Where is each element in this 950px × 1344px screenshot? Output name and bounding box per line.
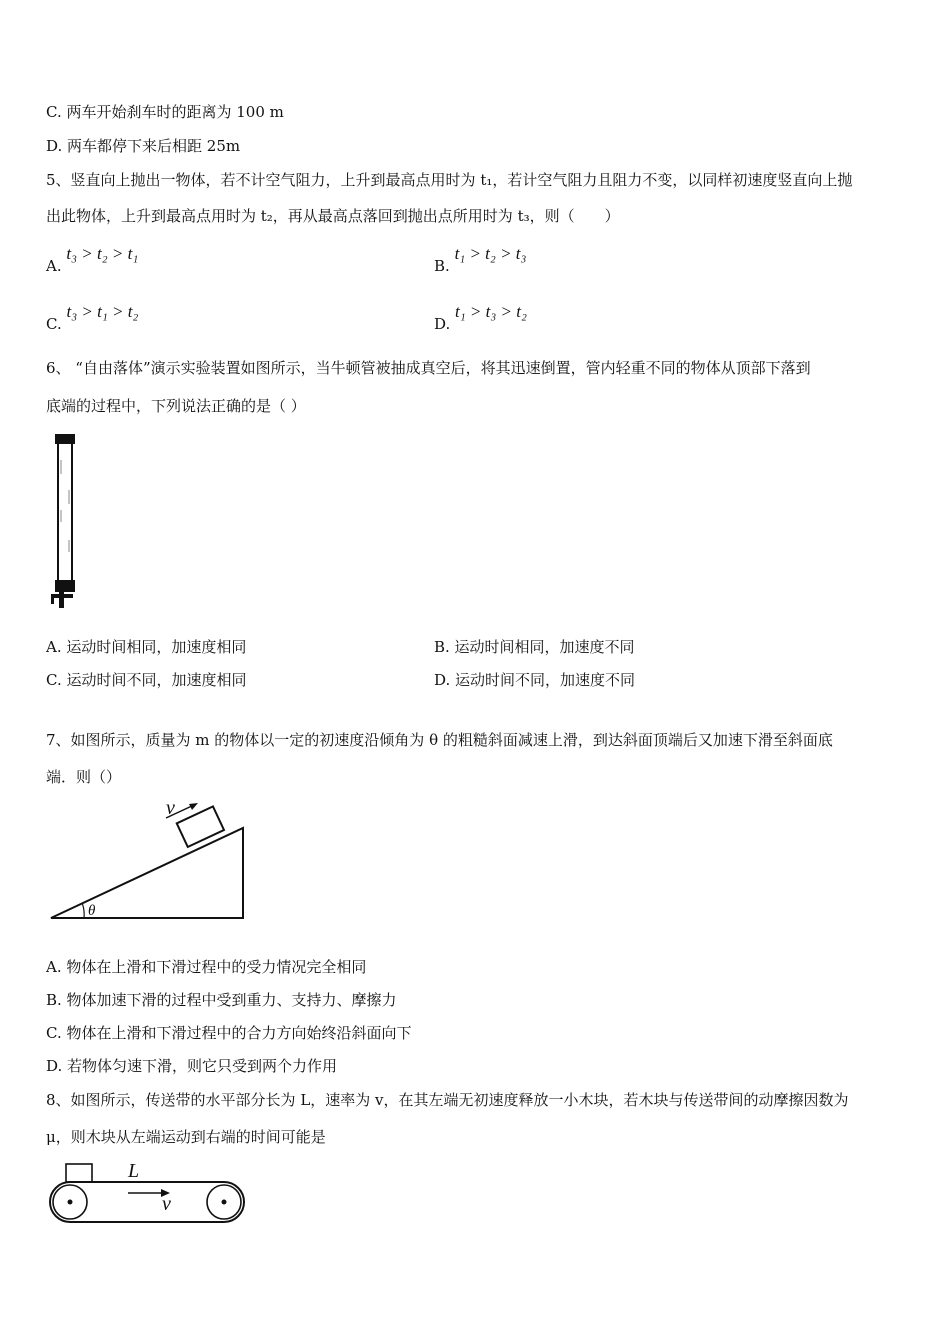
q4-option-d: D. 两车都停下来后相距 25m	[46, 137, 241, 155]
q7-option-b: B. 物体加速下滑的过程中受到重力、支持力、摩擦力	[46, 991, 397, 1009]
q6-option-d: D. 运动时间不同，加速度不同	[434, 671, 636, 689]
q8-stem-line2: μ，则木块从左端运动到右端的时间可能是	[46, 1128, 326, 1146]
q5-option-a-letter: A.	[46, 257, 62, 275]
q6-option-b: B. 运动时间相同，加速度不同	[434, 638, 635, 656]
q5-option-d	[434, 302, 527, 333]
q5-option-c	[46, 302, 139, 333]
conveyor-L-label: L	[128, 1160, 140, 1182]
q5-option-c-expr: t₃ > t₁ > t₂	[66, 302, 139, 321]
q5-option-d-expr: t₁ > t₃ > t₂	[455, 302, 527, 321]
conveyor-v-label: v	[162, 1193, 171, 1215]
conveyor-belt-figure	[46, 1160, 250, 1226]
q7-option-c: C. 物体在上滑和下滑过程中的合力方向始终沿斜面向下	[46, 1024, 412, 1042]
q5-option-d-letter: D.	[434, 315, 451, 333]
q6-stem-line1: 6、 “自由落体”演示实验装置如图所示，当牛顿管被抽成真空后，将其迅速倒置，管内轻重不同的物体从顶部下落到	[46, 359, 811, 377]
incline-v-label: v	[166, 797, 175, 819]
q5-stem-line1: 5、竖直向上抛出一物体，若不计空气阻力，上升到最高点用时为 t₁，若计空气阻力且阻力不变，以同样初速度竖直向上抛	[46, 171, 853, 189]
q6-option-a: A. 运动时间相同，加速度相同	[46, 638, 247, 656]
q5-option-a	[46, 244, 139, 275]
q7-option-d: D. 若物体匀速下滑，则它只受到两个力作用	[46, 1057, 338, 1075]
q7-stem-line2: 端．则（）	[46, 768, 122, 786]
incline-theta-label: θ	[88, 903, 96, 919]
q5-option-b	[434, 244, 527, 275]
q5-option-b-expr: t₁ > t₂ > t₃	[454, 244, 527, 263]
newton-tube-figure	[46, 430, 82, 612]
q6-option-c: C. 运动时间不同，加速度相同	[46, 671, 247, 689]
q7-option-a: A. 物体在上滑和下滑过程中的受力情况完全相同	[46, 958, 367, 976]
q5-option-a-expr: t₃ > t₂ > t₁	[66, 244, 139, 263]
q4-option-c: C. 两车开始刹车时的距离为 100 m	[46, 103, 284, 121]
q8-stem-line1: 8、如图所示，传送带的水平部分长为 L，速率为 v，在其左端无初速度释放一小木块，若木块与传送带间的动摩擦因数为	[46, 1091, 849, 1109]
q6-stem-line2: 底端的过程中，下列说法正确的是（ ）	[46, 397, 306, 415]
q5-stem-line2: 出此物体，上升到最高点用时为 t₂，再从最高点落回到抛出点所用时为 t₃，则（ ）	[46, 207, 620, 225]
q7-stem-line1: 7、如图所示，质量为 m 的物体以一定的初速度沿倾角为 θ 的粗糙斜面减速上滑，到达斜面顶端后又加速下滑至斜面底	[46, 731, 833, 749]
incline-figure	[46, 794, 250, 924]
q5-option-c-letter: C.	[46, 315, 62, 333]
q5-option-b-letter: B.	[434, 257, 450, 275]
